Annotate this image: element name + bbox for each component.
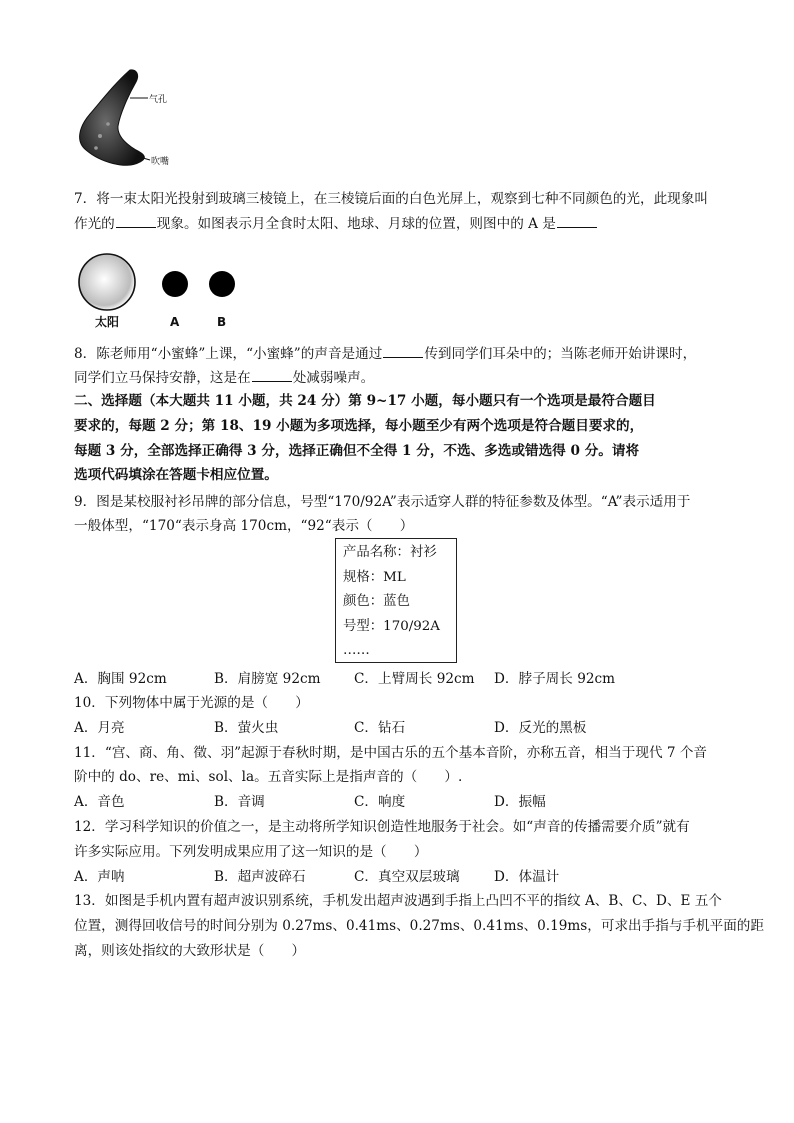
a-label: A xyxy=(170,315,180,329)
q9-option-c[interactable]: C．上臂周长 92cm xyxy=(354,671,475,687)
q8-line2-a: 同学们立马保持安静，这是在 xyxy=(74,370,251,386)
q12-option-b[interactable]: B．超声波碎石 xyxy=(214,869,306,885)
q10-option-a[interactable]: A．月亮 xyxy=(74,720,125,736)
sun-label: 太阳 xyxy=(95,315,120,329)
q12-line1: 12．学习科学知识的价值之一，是主动将所学知识创造性地服务于社会。如“声音的传播需要介质”就有 xyxy=(74,819,690,835)
q13-line3: 离，则该处指纹的大致形状是（ ） xyxy=(74,943,306,959)
tag-product-name: 产品名称：衬衫 xyxy=(343,545,437,560)
q9-line1: 9．图是某校服衬衫吊牌的部分信息，号型“170/92A”表示适穿人群的特征参数及体型。“A”表示适用于 xyxy=(74,494,691,510)
q11-option-d[interactable]: D．振幅 xyxy=(494,794,546,810)
body-b-circle xyxy=(209,271,235,297)
shirt-tag-box xyxy=(335,538,457,663)
q8-line2-b: 处减弱噪声。 xyxy=(292,370,375,386)
q12-option-a[interactable]: A．声呐 xyxy=(74,869,125,885)
q8-blank-1[interactable] xyxy=(383,343,423,358)
q7-line2-a: 作光的 xyxy=(74,216,115,232)
q11-option-a[interactable]: A．音色 xyxy=(74,794,125,810)
q7-blank-2[interactable] xyxy=(557,213,597,228)
q9-option-d[interactable]: D．脖子周长 92cm xyxy=(494,671,615,687)
q7-line2 xyxy=(74,212,598,236)
q12-options xyxy=(74,865,634,889)
q11-options xyxy=(74,790,634,814)
q12-line2: 许多实际应用。下列发明成果应用了这一知识的是（ ） xyxy=(74,844,428,860)
q10-option-b[interactable]: B．萤火虫 xyxy=(214,720,279,736)
q8-line1-b: 传到同学们耳朵中的；当陈老师开始讲课时， xyxy=(424,346,697,362)
q8-blank-2[interactable] xyxy=(252,367,292,382)
section2-line2: 要求的，每题 2 分；第 18、19 小题为多项选择，每小题至少有两个选项是符合题目要求的， xyxy=(74,418,644,434)
section2-line1: 二、选择题（本大题共 11 小题，共 24 分）第 9~17 小题，每小题只有一个选项是最符合题目 xyxy=(74,393,656,409)
eclipse-figure xyxy=(74,252,254,332)
tag-ellipsis: …… xyxy=(343,643,370,658)
ocarina-figure xyxy=(70,66,190,174)
body-a-circle xyxy=(162,271,188,297)
q9-options xyxy=(74,667,634,691)
section2-line3: 每题 3 分，全部选择正确得 3 分，选择正确但不全得 1 分，不选、多选或错选得 0 分。请将 xyxy=(74,443,640,459)
q9-option-b[interactable]: B．肩膀宽 92cm xyxy=(214,671,321,687)
ocarina-airhole-label: 气孔 xyxy=(149,95,168,105)
q12-option-d[interactable]: D．体温计 xyxy=(494,869,560,885)
sun-circle xyxy=(79,254,135,310)
q13-line1: 13．如图是手机内置有超声波识别系统，手机发出超声波遇到手指上凸凹不平的指纹 A、B、C、D、E 五个 xyxy=(74,893,722,909)
q10-options xyxy=(74,716,634,740)
q7-line2-b: 现象。如图表示月全食时太阳、地球、月球的位置，则图中的 A 是 xyxy=(156,216,556,232)
q9-option-a[interactable]: A．胸围 92cm xyxy=(74,671,167,687)
q11-line1: 11．“宫、商、角、徵、羽”起源于春秋时期，是中国古乐的五个基本音阶，亦称五音，相当于现代 7 个音 xyxy=(74,745,708,761)
q13-line2: 位置，测得回收信号的时间分别为 0.27ms、0.41ms、0.27ms、0.41ms、0.19ms，可求出手指与手机平面的距 xyxy=(74,918,764,934)
q12-option-c[interactable]: C．真空双层玻璃 xyxy=(354,869,460,885)
q7-blank-1[interactable] xyxy=(116,213,156,228)
q10-stem: 10．下列物体中属于光源的是（ ） xyxy=(74,695,309,711)
q8-line2 xyxy=(74,366,374,390)
q7-line1: 7．将一束太阳光投射到玻璃三棱镜上，在三棱镜后面的白色光屏上，观察到七种不同颜色的光，此现象叫 xyxy=(74,191,708,207)
q11-option-b[interactable]: B．音调 xyxy=(214,794,265,810)
q10-option-c[interactable]: C．钻石 xyxy=(354,720,406,736)
q8-line1 xyxy=(74,342,696,366)
tag-color: 颜色：蓝色 xyxy=(343,594,410,609)
q8-line1-a: 8．陈老师用“小蜜蜂”上课，“小蜜蜂”的声音是通过 xyxy=(74,346,383,362)
section2-line4: 选项代码填涂在答题卡相应位置。 xyxy=(74,467,278,483)
ocarina-mouth-label: 吹嘴 xyxy=(151,157,170,167)
b-label: B xyxy=(217,315,227,329)
q11-option-c[interactable]: C．响度 xyxy=(354,794,406,810)
q9-line2: 一般体型，“170“表示身高 170cm，“92“表示（ ） xyxy=(74,518,414,534)
tag-spec: 规格：ML xyxy=(343,569,406,585)
tag-size: 号型：170/92A xyxy=(343,618,440,634)
q10-option-d[interactable]: D．反光的黑板 xyxy=(494,720,587,736)
q11-line2: 阶中的 do、re、mi、sol、la。五音实际上是指声音的（ ）. xyxy=(74,769,463,785)
